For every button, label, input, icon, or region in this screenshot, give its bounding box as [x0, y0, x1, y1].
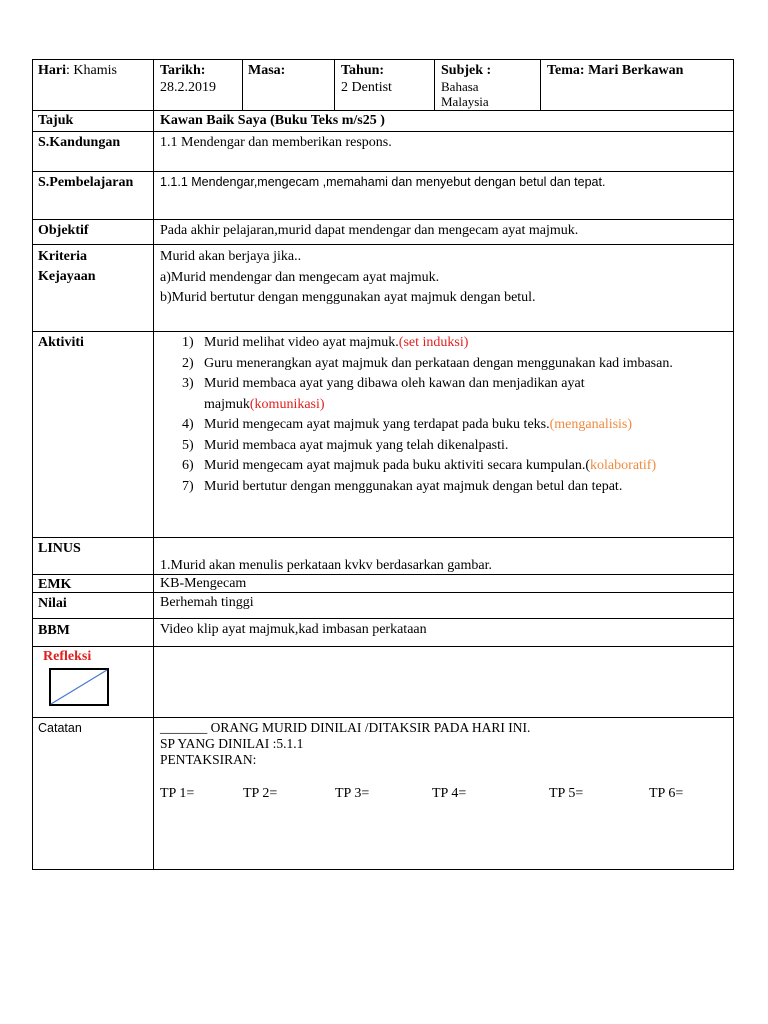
subjek-label: Subjek : [441, 63, 492, 78]
kriteria-b: b)Murid bertutur dengan menggunakan ayat majmuk dengan betul. [160, 290, 536, 305]
refleksi-diagonal-box [49, 668, 109, 706]
aktiviti-item: 1) Murid melihat video ayat majmuk.(set induksi) [182, 335, 469, 350]
nilai-label: Nilai [38, 596, 67, 611]
tarikh-value: 28.2.2019 [160, 80, 216, 95]
subjek-value-1: Bahasa [441, 79, 479, 94]
catatan-line-3: PENTAKSIRAN: [160, 752, 257, 767]
emk-value: KB-Mengecam [160, 576, 247, 591]
aktiviti-label: Aktiviti [38, 335, 84, 350]
tp-1: TP 1= [160, 786, 195, 801]
aktiviti-list [154, 333, 732, 497]
tahun-value: 2 Dentist [341, 80, 392, 95]
tp-4: TP 4= [432, 786, 467, 801]
linus-label: LINUS [38, 541, 81, 556]
kandungan-label: S.Kandungan [38, 135, 121, 150]
diagonal-box-icon [49, 668, 109, 706]
tema-label: Tema: Mari Berkawan [547, 63, 684, 78]
bbm-label: BBM [38, 623, 70, 638]
tp-5: TP 5= [549, 786, 584, 801]
kriteria-label-2: Kejayaan [38, 269, 96, 284]
objektif-value: Pada akhir pelajaran,murid dapat mendengar dan mengecam ayat majmuk. [160, 223, 579, 238]
masa-label: Masa: [248, 63, 286, 78]
tarikh-label: Tarikh: [160, 63, 206, 78]
aktiviti-item: 6) Murid mengecam ayat majmuk pada buku aktiviti secara kumpulan.(kolaboratif) [182, 458, 657, 473]
pembelajaran-value: 1.1.1 Mendengar,mengecam ,memahami dan menyebut dengan betul dan tepat. [160, 175, 606, 189]
tahun-label: Tahun: [341, 63, 385, 78]
aktiviti-item: majmuk(komunikasi) [204, 396, 325, 412]
aktiviti-item: 5) Murid membaca ayat majmuk yang telah dikenalpasti. [182, 437, 509, 453]
tp-6: TP 6= [649, 786, 684, 801]
subjek-cell [441, 62, 491, 109]
objektif-label: Objektif [38, 223, 89, 238]
kriteria-value [160, 247, 536, 309]
tajuk-value: Kawan Baik Saya (Buku Teks m/s25 ) [160, 113, 385, 128]
pembelajaran-label: S.Pembelajaran [38, 175, 134, 190]
aktiviti-item: 3) Murid membaca ayat yang dibawa oleh kawan dan menjadikan ayat [182, 376, 585, 391]
catatan-content [160, 720, 530, 768]
kriteria-label [38, 247, 96, 287]
aktiviti-item: 4) Murid mengecam ayat majmuk yang terdapat pada buku teks.(menganalisis) [182, 417, 633, 432]
catatan-label: Catatan [38, 721, 82, 735]
linus-value: 1.Murid akan menulis perkataan kvkv berdasarkan gambar. [160, 558, 493, 573]
aktiviti-item: 2) Guru menerangkan ayat majmuk dan perkataan dengan menggunakan kad imbasan. [182, 355, 673, 371]
aktiviti-item: 7) Murid bertutur dengan menggunakan ayat majmuk dengan betul dan tepat. [182, 478, 623, 494]
hari-label: Hari [38, 63, 66, 78]
hari-value: : Khamis [66, 63, 117, 78]
kriteria-label-1: Kriteria [38, 249, 87, 264]
tarikh-cell [160, 62, 216, 96]
tp-3: TP 3= [335, 786, 370, 801]
refleksi-label: Refleksi [43, 649, 92, 664]
tajuk-label: Tajuk [38, 113, 74, 128]
kandungan-value: 1.1 Mendengar dan memberikan respons. [160, 135, 392, 150]
nilai-value: Berhemah tinggi [160, 595, 254, 610]
catatan-line-2: SP YANG DINILAI :5.1.1 [160, 736, 304, 751]
subjek-value-2: Malaysia [441, 94, 489, 109]
hari-cell [38, 62, 117, 79]
tp-2: TP 2= [243, 786, 278, 801]
catatan-line-1: _______ ORANG MURID DINILAI /DITAKSIR PADA HARI INI. [160, 720, 531, 735]
tahun-cell [341, 62, 392, 96]
aktiviti-list-wrap [154, 333, 732, 497]
emk-label: EMK [38, 577, 72, 592]
bbm-value: Video klip ayat majmuk,kad imbasan perkataan [160, 622, 427, 637]
kriteria-a: a)Murid mendengar dan mengecam ayat majmuk. [160, 269, 440, 285]
kriteria-intro: Murid akan berjaya jika.. [160, 249, 302, 264]
